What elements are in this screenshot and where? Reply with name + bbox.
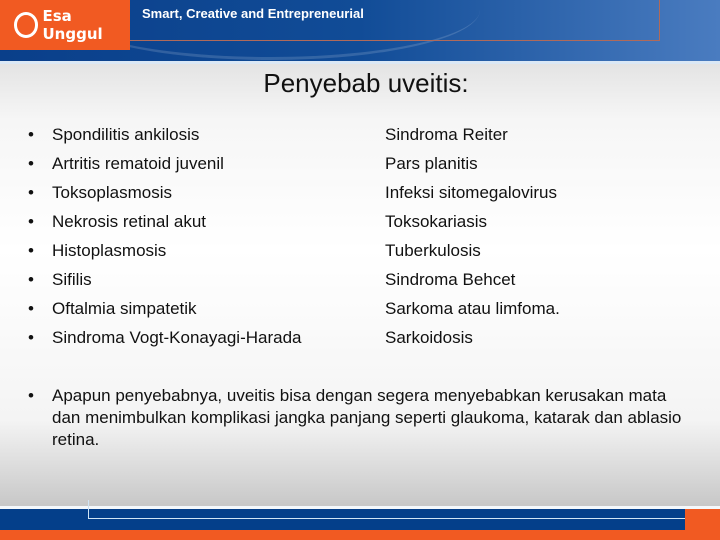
list-item: • Artritis rematoid juvenil bbox=[28, 153, 301, 182]
list-item: Pars planitis bbox=[385, 154, 478, 173]
list-item: • Sifilis bbox=[28, 269, 301, 298]
list-item: Sarkoma atau limfoma. bbox=[385, 299, 560, 318]
university-logo bbox=[0, 0, 130, 50]
cause-list-left bbox=[28, 124, 301, 356]
summary-text: Apapun penyebabnya, uveitis bisa dengan segera menyebabkan kerusakan mata dan menimbulkan komplikasi jangka panjang seperti glaukoma, katarak dan ablasio retina. bbox=[52, 386, 682, 449]
list-item: • Histoplasmosis bbox=[28, 240, 301, 269]
list-item: Tuberkulosis bbox=[385, 241, 481, 260]
list-item: • Oftalmia simpatetik bbox=[28, 298, 301, 327]
footer-orange-block bbox=[685, 509, 720, 530]
logo-mark-icon bbox=[14, 12, 38, 38]
summary-note bbox=[28, 385, 698, 451]
list-item: Sindroma Behcet bbox=[385, 270, 516, 289]
list-item: • Spondilitis ankilosis bbox=[28, 124, 301, 153]
footer-frame bbox=[88, 500, 720, 519]
list-item: • Toksoplasmosis bbox=[28, 182, 301, 211]
slide-title: Penyebab uveitis: bbox=[263, 68, 469, 98]
list-item: • Sindroma Vogt-Konayagi-Harada bbox=[28, 327, 301, 356]
list-item: Sindroma Reiter bbox=[385, 125, 508, 144]
footer-orange-band bbox=[0, 530, 720, 540]
tagline: Smart, Creative and Entrepreneurial bbox=[142, 6, 364, 21]
cause-list-right bbox=[385, 124, 560, 356]
list-item: Toksokariasis bbox=[385, 212, 488, 231]
list-item: • Nekrosis retinal akut bbox=[28, 211, 301, 240]
logo-text: Esa Unggul bbox=[42, 7, 103, 43]
list-item: Infeksi sitomegalovirus bbox=[385, 183, 557, 202]
list-item: Sarkoidosis bbox=[385, 328, 473, 347]
header-banner bbox=[0, 0, 720, 64]
bullet-icon: • bbox=[28, 386, 34, 405]
